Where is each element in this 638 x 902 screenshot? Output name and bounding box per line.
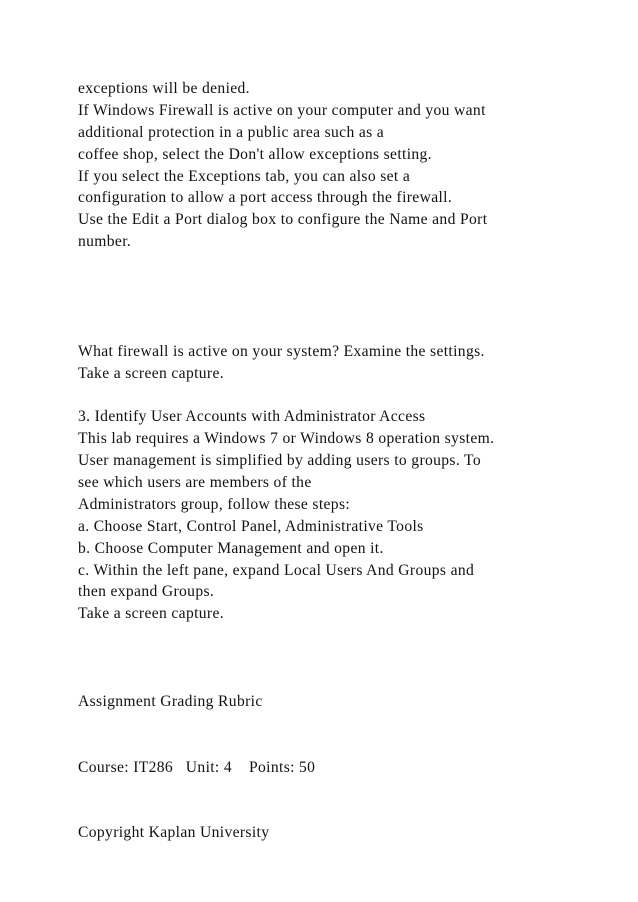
step-line: then expand Groups. — [78, 583, 215, 601]
document-body — [78, 78, 618, 844]
text-line: number. — [78, 233, 132, 251]
text-line: If you select the Exceptions tab, you can also set a — [78, 167, 411, 185]
blank-line — [78, 275, 618, 297]
step-line: a. Choose Start, Control Panel, Administrative Tools — [78, 517, 424, 535]
question-line: What firewall is active on your system? Examine the settings. — [78, 342, 485, 360]
copyright-line: Copyright Kaplan University — [78, 824, 270, 842]
text-line: exceptions will be denied. — [78, 80, 250, 97]
text-line: coffee shop, select the Don't allow exceptions setting. — [78, 145, 432, 163]
blank-line — [78, 319, 618, 341]
text-line: Use the Edit a Port dialog box to configure the Name and Port — [78, 211, 488, 229]
rubric-title: Assignment Grading Rubric — [78, 692, 263, 710]
text-line: If Windows Firewall is active on your computer and you want — [78, 101, 486, 119]
text-line: This lab requires a Windows 7 or Windows 8 operation system. — [78, 430, 495, 448]
text-line: configuration to allow a port access through the firewall. — [78, 189, 453, 207]
blank-line — [78, 625, 618, 647]
blank-line — [78, 297, 618, 319]
blank-line — [78, 384, 618, 406]
blank-line — [78, 253, 618, 275]
blank-line — [78, 800, 618, 822]
blank-line — [78, 669, 618, 691]
step-line: c. Within the left pane, expand Local Users And Groups and — [78, 561, 475, 579]
blank-line — [78, 735, 618, 757]
question-line: Take a screen capture. — [78, 364, 224, 382]
step-line: b. Choose Computer Management and open it. — [78, 539, 384, 557]
text-line: Administrators group, follow these steps: — [78, 495, 351, 513]
section-heading: 3. Identify User Accounts with Administrator Access — [78, 408, 426, 426]
blank-line — [78, 713, 618, 735]
course-info: Course: IT286 Unit: 4 Points: 50 — [78, 758, 316, 776]
blank-line — [78, 647, 618, 669]
text-line: Take a screen capture. — [78, 605, 224, 623]
text-line: User management is simplified by adding users to groups. To — [78, 452, 481, 470]
blank-line — [78, 779, 618, 801]
text-line: additional protection in a public area such as a — [78, 123, 385, 141]
text-line: see which users are members of the — [78, 474, 312, 492]
